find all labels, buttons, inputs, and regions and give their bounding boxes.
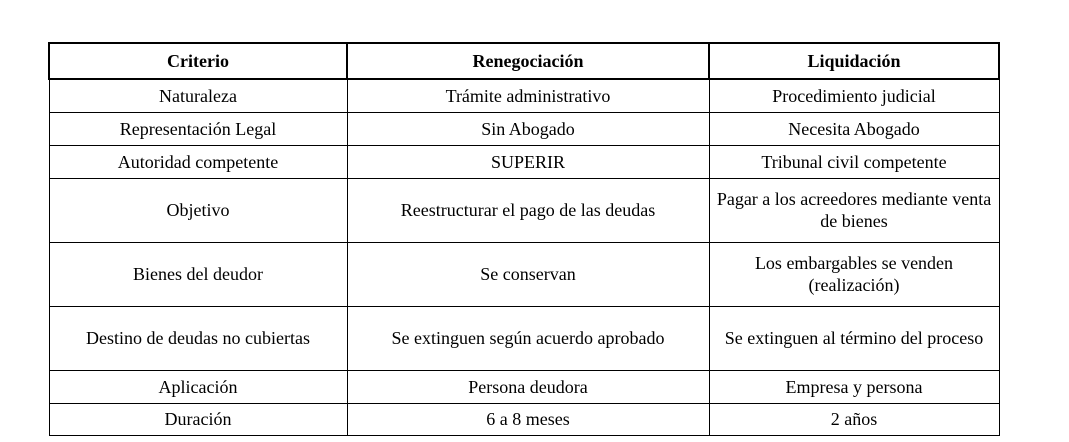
- table-cell: Representación Legal: [49, 112, 347, 145]
- table-row: [49, 112, 999, 145]
- table-cell: Tribunal civil competente: [709, 145, 999, 178]
- table-row: [49, 178, 999, 242]
- table-cell: 2 años: [709, 403, 999, 435]
- table-cell: SUPERIR: [347, 145, 709, 178]
- table-cell: Duración: [49, 403, 347, 435]
- table-cell: Se conservan: [347, 242, 709, 306]
- table-header-row: [49, 43, 999, 79]
- table-row: [49, 306, 999, 370]
- table-row: [49, 403, 999, 435]
- table-cell: Destino de deudas no cubiertas: [49, 306, 347, 370]
- header-renegociacion: Renegociación: [347, 43, 709, 79]
- table-cell: Procedimiento judicial: [709, 79, 999, 112]
- table-cell: Sin Abogado: [347, 112, 709, 145]
- table-cell: Se extinguen según acuerdo aprobado: [347, 306, 709, 370]
- table-cell: Bienes del deudor: [49, 242, 347, 306]
- table-cell: Los embargables se venden (realización): [709, 242, 999, 306]
- table-cell: Se extinguen al término del proceso: [709, 306, 999, 370]
- header-criterio: Criterio: [49, 43, 347, 79]
- table-cell: Naturaleza: [49, 79, 347, 112]
- table-row: [49, 242, 999, 306]
- table-cell: Trámite administrativo: [347, 79, 709, 112]
- table-row: [49, 370, 999, 403]
- table-cell: Necesita Abogado: [709, 112, 999, 145]
- table-cell: 6 a 8 meses: [347, 403, 709, 435]
- table-cell: Pagar a los acreedores mediante venta de bienes: [709, 178, 999, 242]
- table-cell: Reestructurar el pago de las deudas: [347, 178, 709, 242]
- table-cell: Aplicación: [49, 370, 347, 403]
- table-cell: Objetivo: [49, 178, 347, 242]
- header-liquidacion: Liquidación: [709, 43, 999, 79]
- table-cell: Empresa y persona: [709, 370, 999, 403]
- comparison-table: [48, 42, 1000, 436]
- table-cell: Autoridad competente: [49, 145, 347, 178]
- table-row: [49, 145, 999, 178]
- table-row: [49, 79, 999, 112]
- table-cell: Persona deudora: [347, 370, 709, 403]
